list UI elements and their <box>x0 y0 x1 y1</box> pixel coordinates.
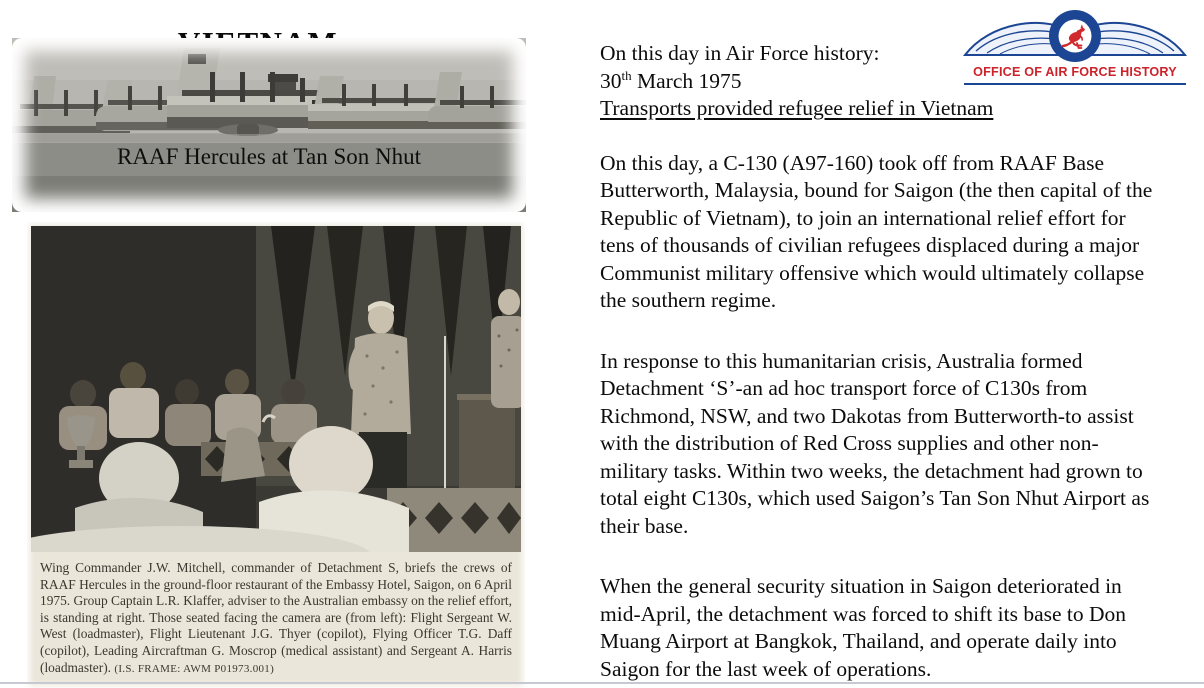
article-text <box>600 40 1156 683</box>
intro-line: On this day in Air Force history: <box>600 41 880 65</box>
oafh-logo <box>962 8 1188 88</box>
photo2-caption <box>27 552 525 677</box>
briefing-photo-art <box>31 226 521 552</box>
photo2-caption-text: Wing Commander J.W. Mitchell, commander of Detachment S, briefs the crews of RAAF Hercules in the ground-floor restaurant of the Embassy Hotel, Saigon, on 6 April 1975. Group Captain L.R. Klaffer, adviser to the Australian embassy on the relief effort, is standing at right. Those seated facing the camera are (from left): Flight Sergeant W. West (loadmaster), Flight Lieutenant J.G. Thyer (copilot), Flying Officer T.G. Daff (copilot), Leading Aircraftman G. Moscrop (medical assistant) and Sergeant A. Harris (loadmaster). <box>40 560 512 675</box>
photo1-caption: RAAF Hercules at Tan Son Nhut <box>117 144 421 169</box>
photo2-frame-credit: (I.S. FRAME: AWM P01973.001) <box>114 662 275 675</box>
bottom-divider <box>0 682 1204 684</box>
paragraph-3: When the general security situation in Saigon deteriorated in mid-April, the detachment was forced to shift its base to Don Muang Airport at Bangkok, Thailand, and operate daily into Saigon for the last week of operations. <box>600 574 1127 681</box>
date-ordinal: th <box>621 67 632 83</box>
date-day: 30 <box>600 68 622 93</box>
hercules-photo-art <box>12 38 526 212</box>
raaf-wings-roundel-icon <box>962 8 1188 64</box>
briefing-photo <box>27 222 525 688</box>
logo-text: OFFICE OF AIR FORCE HISTORY <box>973 65 1177 79</box>
paragraph-2: In response to this humanitarian crisis, Australia formed Detachment ‘S’-an ad hoc transport force of C130s from Richmond, NSW, and two Dakotas from Butterworth-to assist with the distribution of Red Cross supplies and other non-military tasks. Within two weeks, the detachment had grown to total eight C130s, which used Saigon’s Tan Son Nhut Airport as their base. <box>600 348 1150 538</box>
paragraph-1: On this day, a C-130 (A97-160) took off from RAAF Base Butterworth, Malaysia, bound for Saigon (the then capital of the Republic of Vietnam), to join an international relief effort for tens of thousands of civilian refugees displaced during a major Communist military offensive which would ultimately collapse the southern regime. <box>600 150 1153 312</box>
date-rest: March 1975 <box>631 68 742 93</box>
headline: Transports provided refugee relief in Vietnam <box>600 96 994 120</box>
logo-underline <box>964 83 1186 85</box>
hercules-photo <box>12 38 526 212</box>
